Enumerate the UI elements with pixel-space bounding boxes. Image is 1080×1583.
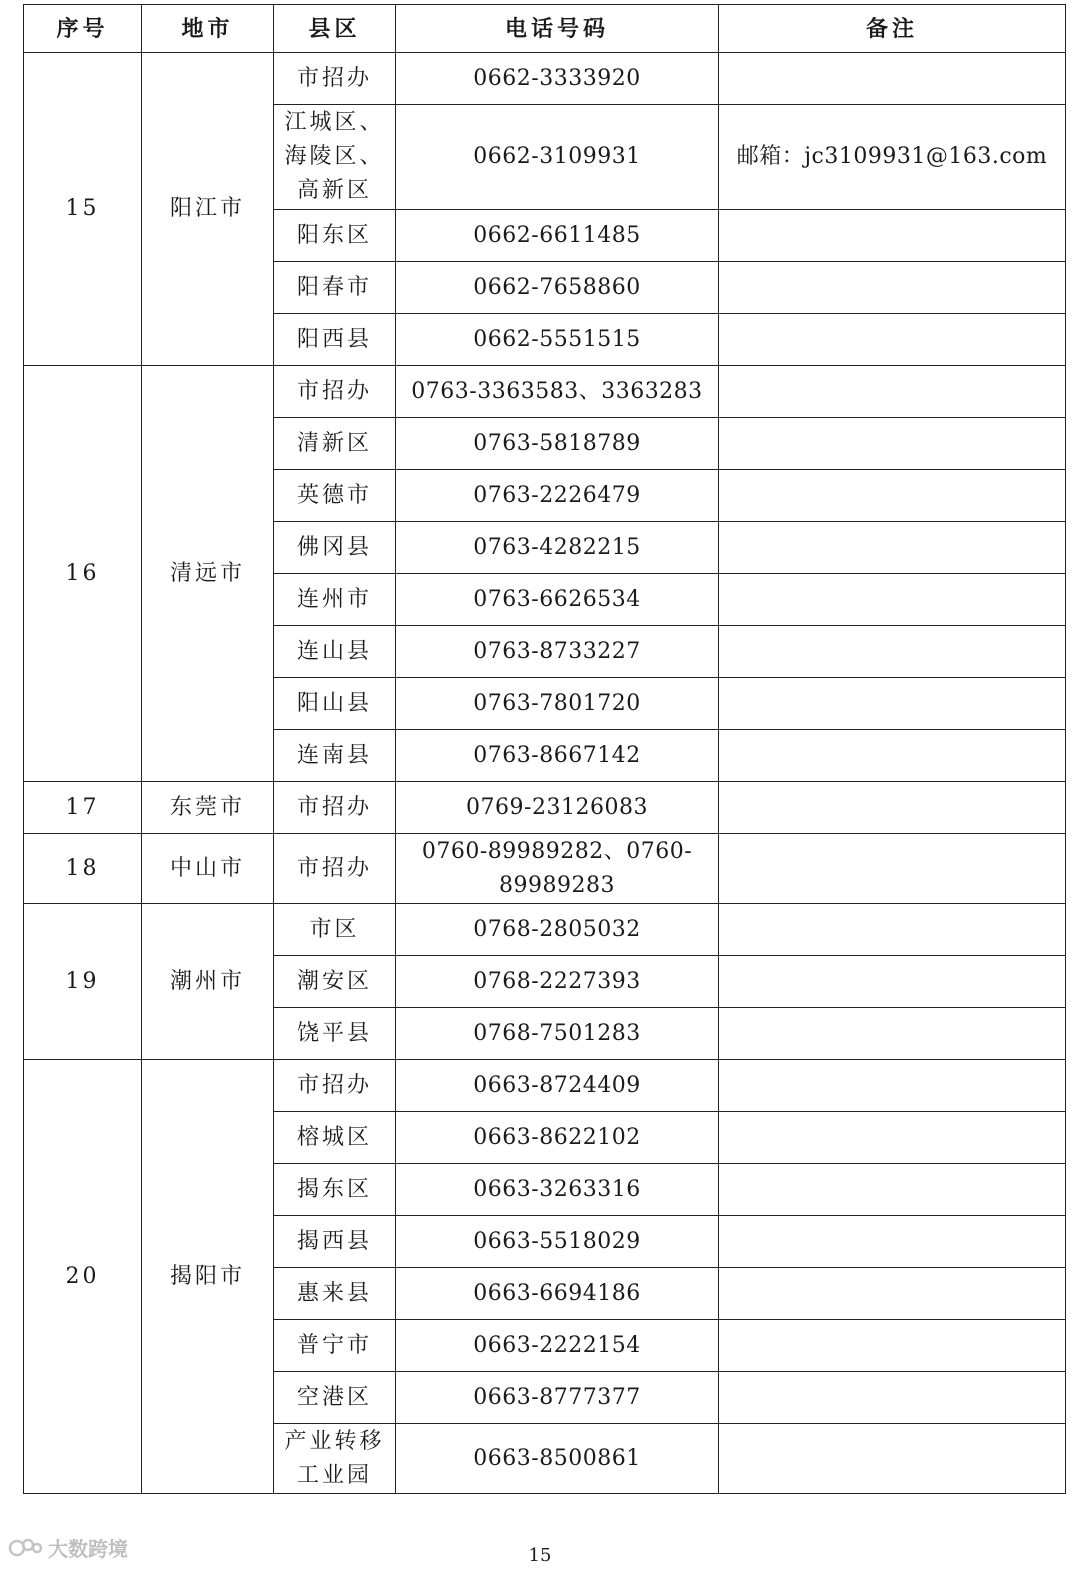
district-cell: 潮安区 [274,956,396,1008]
note-cell [719,678,1066,730]
district-cell: 连南县 [274,730,396,782]
phone-cell: 0760-89989282、0760-89989283 [396,834,719,904]
header-cell: 序号 [24,5,142,53]
phone-cell: 0663-8777377 [396,1372,719,1424]
phone-cell: 0662-3333920 [396,53,719,105]
header-cell: 备注 [719,5,1066,53]
phone-cell: 0763-6626534 [396,574,719,626]
table-row [24,366,1066,418]
table-row [24,904,1066,956]
note-cell [719,210,1066,262]
page-number: 15 [528,1545,552,1566]
note-cell [719,1060,1066,1112]
district-cell: 惠来县 [274,1268,396,1320]
note-cell [719,956,1066,1008]
district-cell: 阳西县 [274,314,396,366]
note-cell [719,418,1066,470]
city-cell: 阳江市 [142,53,274,366]
district-cell: 市招办 [274,1060,396,1112]
watermark-logo-icon [8,1535,44,1559]
phone-cell: 0663-8724409 [396,1060,719,1112]
row-number-cell: 15 [24,53,142,366]
city-cell: 揭阳市 [142,1060,274,1494]
phone-cell: 0763-3363583、3363283 [396,366,719,418]
district-cell: 佛冈县 [274,522,396,574]
note-cell [719,1164,1066,1216]
phone-cell: 0768-7501283 [396,1008,719,1060]
district-cell: 榕城区 [274,1112,396,1164]
phone-cell: 0768-2227393 [396,956,719,1008]
phone-cell: 0763-4282215 [396,522,719,574]
district-cell: 市招办 [274,834,396,904]
note-cell [719,904,1066,956]
contacts-table [23,4,1066,1494]
note-cell [719,1372,1066,1424]
phone-cell: 0763-8667142 [396,730,719,782]
note-cell: 邮箱：jc3109931@163.com [719,105,1066,210]
note-cell [719,53,1066,105]
note-cell [719,1424,1066,1494]
phone-cell: 0663-5518029 [396,1216,719,1268]
note-cell [719,574,1066,626]
watermark-text: 大数跨境 [48,1536,128,1561]
district-cell: 产业转移工业园 [274,1424,396,1494]
note-cell [719,366,1066,418]
district-cell: 江城区、海陵区、高新区 [274,105,396,210]
note-cell [719,834,1066,904]
note-cell [719,470,1066,522]
row-number-cell: 20 [24,1060,142,1494]
district-cell: 阳山县 [274,678,396,730]
note-cell [719,1008,1066,1060]
district-cell: 饶平县 [274,1008,396,1060]
note-cell [719,1268,1066,1320]
district-cell: 连州市 [274,574,396,626]
city-cell: 潮州市 [142,904,274,1060]
phone-cell: 0763-7801720 [396,678,719,730]
phone-cell: 0663-8622102 [396,1112,719,1164]
row-number-cell: 18 [24,834,142,904]
note-cell [719,314,1066,366]
table-row [24,53,1066,105]
city-cell: 清远市 [142,366,274,782]
district-cell: 阳东区 [274,210,396,262]
note-cell [719,730,1066,782]
phone-cell: 0663-6694186 [396,1268,719,1320]
district-cell: 空港区 [274,1372,396,1424]
phone-cell: 0662-6611485 [396,210,719,262]
phone-cell: 0663-2222154 [396,1320,719,1372]
city-cell: 中山市 [142,834,274,904]
table-row [24,782,1066,834]
watermark [8,1532,128,1562]
phone-cell: 0663-8500861 [396,1424,719,1494]
phone-cell: 0662-5551515 [396,314,719,366]
header-cell: 县区 [274,5,396,53]
row-number-cell: 16 [24,366,142,782]
header-cell: 电话号码 [396,5,719,53]
district-cell: 英德市 [274,470,396,522]
note-cell [719,782,1066,834]
phone-cell: 0769-23126083 [396,782,719,834]
district-cell: 普宁市 [274,1320,396,1372]
phone-cell: 0662-3109931 [396,105,719,210]
district-cell: 清新区 [274,418,396,470]
phone-cell: 0763-2226479 [396,470,719,522]
note-cell [719,626,1066,678]
row-number-cell: 19 [24,904,142,1060]
phone-cell: 0763-5818789 [396,418,719,470]
note-cell [719,522,1066,574]
district-cell: 揭西县 [274,1216,396,1268]
district-cell: 市招办 [274,366,396,418]
district-cell: 市招办 [274,782,396,834]
table-row [24,1060,1066,1112]
note-cell [719,1320,1066,1372]
district-cell: 阳春市 [274,262,396,314]
row-number-cell: 17 [24,782,142,834]
header-cell: 地市 [142,5,274,53]
district-cell: 连山县 [274,626,396,678]
note-cell [719,1216,1066,1268]
table-row [24,834,1066,904]
phone-cell: 0768-2805032 [396,904,719,956]
note-cell [719,262,1066,314]
district-cell: 揭东区 [274,1164,396,1216]
header-row [24,5,1066,53]
table-body [24,53,1066,1494]
phone-cell: 0663-3263316 [396,1164,719,1216]
phone-cell: 0763-8733227 [396,626,719,678]
district-cell: 市区 [274,904,396,956]
city-cell: 东莞市 [142,782,274,834]
district-cell: 市招办 [274,53,396,105]
note-cell [719,1112,1066,1164]
phone-cell: 0662-7658860 [396,262,719,314]
